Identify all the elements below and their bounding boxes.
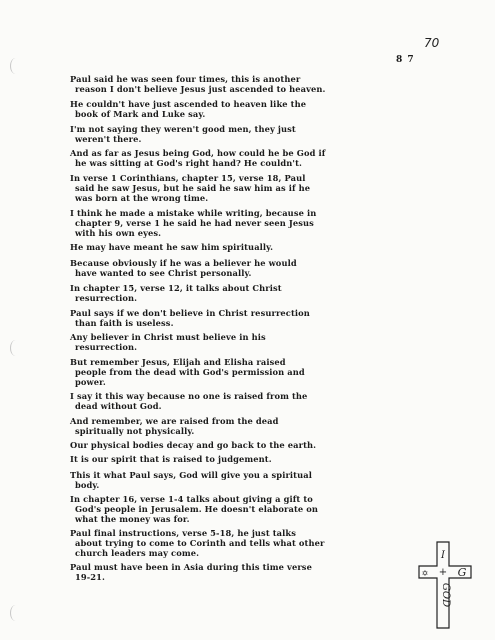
page-folio: 8 7 [396,55,415,65]
paragraph [70,494,420,524]
paragraph-line: was born at the wrong time. [75,193,209,203]
paragraph [70,440,420,450]
paragraph [70,258,420,278]
paragraph [70,357,420,387]
paragraph-line: He may have meant he saw him spiritually. [70,242,274,252]
paragraph-line: This it what Paul says, God will give you a spiritual [70,470,312,480]
paragraph-line: Any believer in Christ must believe in his [70,332,266,342]
star-of-david-icon: ✡ [421,569,429,578]
punch-hole-mark [10,605,21,621]
paragraph-line: Paul must have been in Asia during this time verse [70,562,312,572]
punch-hole-mark [10,340,21,356]
paragraph-line: Paul final instructions, verse 5-18, he just talks [70,528,297,538]
paragraph-line: church leaders may come. [75,548,200,558]
paragraph-line: Paul says if we don't believe in Christ resurrection [70,308,310,318]
paragraph [70,148,420,168]
paragraph-line: body. [75,480,100,490]
paragraph-line: chapter 9, verse 1 he said he had never seen Jesus [75,218,314,228]
paragraph [70,562,420,582]
paragraph-line: And as far as Jesus being God, how could he be God if [70,148,326,158]
cross-top-letter: I [441,550,445,561]
cross-signature-drawing [415,540,477,630]
paragraph [70,283,420,303]
paragraph-line: It is our spirit that is raised to judgement. [70,454,272,464]
paragraph [70,74,420,94]
paragraph [70,242,420,252]
paragraph [70,391,420,411]
paragraph [70,528,420,558]
paragraph-line: In verse 1 Corinthians, chapter 15, verse 18, Paul [70,173,306,183]
paragraph-line: I say it this way because no one is raised from the [70,391,308,401]
paragraph-line: In chapter 15, verse 12, it talks about Christ [70,283,282,293]
paragraph [70,416,420,436]
paragraph-line: what the money was for. [75,514,190,524]
paragraph [70,454,420,464]
paragraph [70,332,420,352]
paragraph-line: have wanted to see Christ personally. [75,268,252,278]
cross-bottom-word: GOD [440,582,451,608]
paragraph-line: than faith is useless. [75,318,174,328]
paragraph-line: 19-21. [75,572,106,582]
punch-hole-mark [10,58,21,74]
paragraph-line: I think he made a mistake while writing, because in [70,208,317,218]
paragraph-line: Because obviously if he was a believer he would [70,258,297,268]
paragraph-line: And remember, we are raised from the dead [70,416,279,426]
paragraph-line: resurrection. [75,342,138,352]
paragraph-line: power. [75,377,106,387]
paragraph-line: dead without God. [75,401,162,411]
paragraph-line: people from the dead with God's permission and [75,367,305,377]
paragraph-line: In chapter 16, verse 1-4 talks about giving a gift to [70,494,313,504]
cross-right-letter: G [457,566,467,579]
paragraph [70,173,420,203]
paragraph-line: with his own eyes. [75,228,162,238]
paragraph-line: God's people in Jerusalem. He doesn't elaborate on [75,504,319,514]
paragraph-line: Our physical bodies decay and go back to the earth. [70,440,317,450]
paragraph-line: He couldn't have just ascended to heaven like the [70,99,307,109]
paragraph-line: resurrection. [75,293,138,303]
paragraph-line: weren't there. [75,134,142,144]
paragraph-line: spiritually not physically. [75,426,195,436]
paragraph-line: about trying to come to Corinth and tells what other [75,538,325,548]
paragraph [70,208,420,238]
paragraph-line: Paul said he was seen four times, this is another [70,74,301,84]
paragraph [70,99,420,119]
paragraph [70,124,420,144]
paragraph-line: But remember Jesus, Elijah and Elisha raised [70,357,286,367]
paragraph-line: book of Mark and Luke say. [75,109,206,119]
paragraph-line: reason I don't believe Jesus just ascended to heaven. [75,84,326,94]
handwritten-page-number: 70 [424,36,440,50]
paragraph [70,470,420,490]
paragraph-line: he was sitting at God's right hand? He couldn't. [75,158,302,168]
paragraph-line: said he saw Jesus, but he said he saw him as if he [75,183,311,193]
paragraph [70,308,420,328]
cross-center-mark: + [438,567,448,578]
paragraph-line: I'm not saying they weren't good men, they just [70,124,296,134]
